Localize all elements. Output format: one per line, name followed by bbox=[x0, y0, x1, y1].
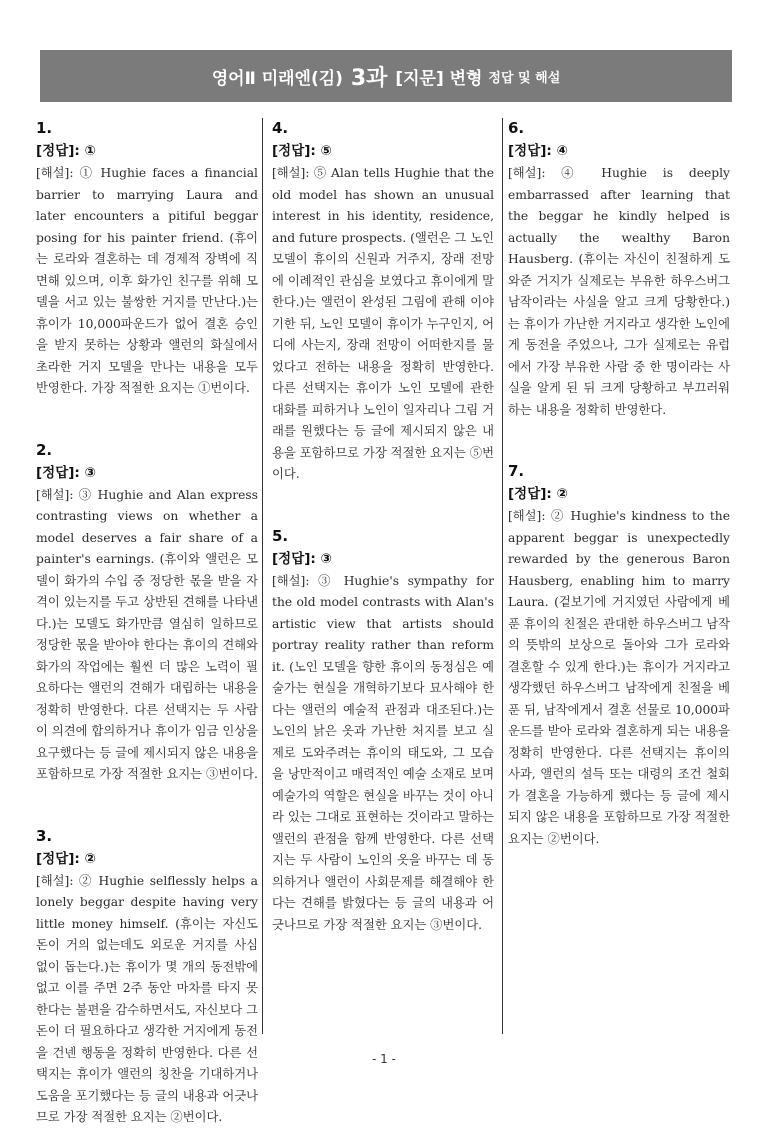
question-number: 4. bbox=[272, 119, 289, 137]
column-3 bbox=[508, 118, 730, 1038]
title-middle: [지문] 변형 bbox=[395, 68, 483, 89]
explanation-text: [해설]: ① Hughie faces a financial barrier to marrying Laura and later encounters a pitiful beggar posing for his painter friend. (휴이는 로라와 결혼하는 데 경제적 장벽에 직면해 있으며, 이후 화가인 친구를 위해 모델을 서고 있는 불쌍한 거지를 만난다.)는 휴이가 10,000파운드가 없어 결혼 승인을 받지 못하는 상황과 앨런의 화실에서 초라한 거지 모델을 만나는 내용을 모두 반영한다. 가장 적절한 요지는 ①번이다. bbox=[36, 166, 258, 395]
answer-label: [정답]: ② bbox=[508, 486, 568, 502]
answer-label: [정답]: ④ bbox=[508, 143, 568, 159]
explanation-text: [해설]: ② Hughie selflessly helps a lonely beggar despite having very little money himself. (휴이는 자신도 돈이 거의 없는데도 외로운 거지를 사심 없이 돕는다.)는 휴이가 몇 개의 동전밖에 없고 이를 주면 2주 동안 마차를 타지 못한다는 불편을 감수하면서도, 자신보다 그 돈이 더 필요하다고 생각한 거지에게 동전을 건넨 행동을 정확히 반영한다. 다른 선택지는 휴이가 앨런의 칭찬을 기대하거나 도움을 포기했다는 등 글의 내용과 어긋나므로 가장 적절한 요지는 ②번이다. bbox=[36, 873, 258, 1124]
question-5 bbox=[272, 526, 494, 937]
column-2 bbox=[272, 118, 494, 1038]
page-number: - 1 - bbox=[372, 1052, 396, 1066]
answer-label: [정답]: ② bbox=[36, 850, 96, 867]
question-6 bbox=[508, 118, 730, 421]
title-suffix: 정답 및 해설 bbox=[488, 70, 561, 86]
title-prefix: 영어Ⅱ 미래엔(김) bbox=[211, 68, 343, 89]
question-4 bbox=[272, 118, 494, 486]
question-number: 6. bbox=[508, 119, 525, 137]
question-1 bbox=[36, 118, 258, 400]
question-number: 5. bbox=[272, 526, 289, 545]
question-number: 1. bbox=[36, 119, 53, 137]
explanation-text: [해설]: ④ Hughie is deeply embarrassed after learning that the beggar he kindly helped is actually the wealthy Baron Hausberg. (휴이는 자신이 친절하게 도와준 거지가 실제로는 부유한 하우스버그 남작이라는 사실을 알고 크게 당황한다.)는 휴이가 가난한 거지라고 생각한 노인에게 동전을 주었으나, 그가 실제로는 유럽에서 가장 부유한 사람 중 한 명이라는 사실을 알게 된 뒤 크게 당황하고 부끄러워하는 내용을 정확히 반영한다. bbox=[508, 166, 730, 417]
column-divider bbox=[502, 118, 503, 1034]
question-7 bbox=[508, 461, 730, 850]
column-divider bbox=[262, 118, 263, 1034]
title-lesson: 3과 bbox=[350, 65, 388, 91]
explanation-text: [해설]: ③ Hughie and Alan express contrasting views on whether a model deserves a fair share of a painter's earnings. (휴이와 앨런은 모델이 화가의 수입 중 정당한 몫을 받을 자격이 있는지를 두고 상반된 견해를 나타낸다.)는 모델도 화가만큼 열심히 일하므로 정당한 몫을 받아야 한다는 휴이의 견해와 화가의 작업에는 훨씬 더 많은 노력이 필요하다는 앨런의 견해가 대립하는 내용을 정확히 반영한다. 다른 선택지는 두 사람이 의견에 합의하거나 휴이가 임금 인상을 요구했다는 등 글에 제시되지 않은 내용을 포함하므로 가장 적절한 요지는 ③번이다. bbox=[36, 487, 258, 781]
answer-label: [정답]: ③ bbox=[272, 550, 332, 567]
answer-label: [정답]: ③ bbox=[36, 464, 96, 481]
answer-label: [정답]: ⑤ bbox=[272, 143, 332, 159]
question-number: 7. bbox=[508, 462, 525, 480]
question-number: 2. bbox=[36, 440, 53, 459]
answer-label: [정답]: ① bbox=[36, 143, 96, 159]
question-2 bbox=[36, 440, 258, 786]
page-title-bar bbox=[40, 50, 732, 102]
explanation-text: [해설]: ⑤ Alan tells Hughie that the old model has shown an unusual interest in his identity, residence, and future prospects. (앨런은 그 노인 모델이 휴이의 신원과 거주지, 장래 전망에 이례적인 관심을 보였다고 휴이에게 말한다.)는 앨런이 완성된 그림에 관해 이야기한 뒤, 노인 모델이 휴이가 누구인지, 어디에 사는지, 장래 전망이 어떠한지를 물었다고 전하는 내용을 정확히 반영한다. 다른 선택지는 휴이가 노인 모델에 관한 대화를 피하거나 노인이 일자리나 그림 거래를 원했다는 등 글에 제시되지 않은 내용을 포함하므로 가장 적절한 요지는 ⑤번이다. bbox=[272, 166, 494, 481]
explanation-text: [해설]: ② Hughie's kindness to the apparent beggar is unexpectedly rewarded by the generous Baron Hausberg, enabling him to marry Laura. (겉보기에 거지였던 사람에게 베푼 휴이의 친절은 관대한 하우스버그 남작의 뜻밖의 보상으로 돌아와 그가 로라와 결혼할 수 있게 한다.)는 휴이가 거지라고 생각했던 하우스버그 남작에게 친절을 베푼 뒤, 남작에게서 결혼 선물로 10,000파운드를 받아 로라와 결혼하게 되는 내용을 정확히 반영한다. 다른 선택지는 휴이의 사과, 앨런의 설득 또는 대령의 조건 철회가 결혼을 가능하게 했다는 등 글에 제시되지 않은 내용을 포함하므로 가장 적절한 요지는 ②번이다. bbox=[508, 509, 730, 846]
explanation-text: [해설]: ③ Hughie's sympathy for the old model contrasts with Alan's artistic view that artists should portray reality rather than reform it. (노인 모델을 향한 휴이의 동정심은 예술가는 현실을 개혁하기보다 묘사해야 한다는 앨런의 예술적 관점과 대조된다.)는 노인의 낡은 옷과 가난한 처지를 보고 실제로 도와주려는 휴이의 태도와, 그 모습을 낭만적이고 매력적인 예술 소재로 보며 예술가의 역할은 현실을 바꾸는 것이 아니라 있는 그대로 표현하는 것이라고 말하는 앨런의 관점을 함께 반영한다. 다른 선택지는 두 사람이 노인의 옷을 바꾸는 데 동의하거나 앨런이 사회문제를 해결해야 한다는 견해를 밝혔다는 등 글의 내용과 어긋나므로 가장 적절한 요지는 ③번이다. bbox=[272, 573, 494, 932]
question-number: 3. bbox=[36, 826, 53, 845]
column-1 bbox=[36, 118, 258, 1124]
question-3 bbox=[36, 826, 258, 1129]
